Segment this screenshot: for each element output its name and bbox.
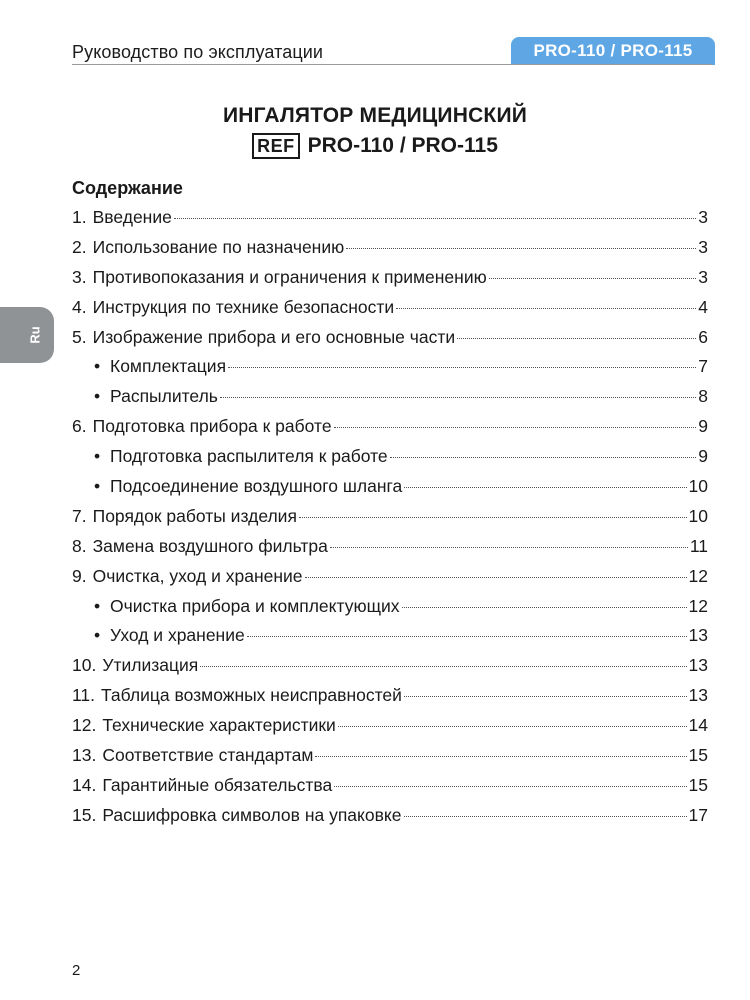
toc-item-number: 15. bbox=[72, 804, 97, 825]
toc-bullet: • bbox=[94, 476, 101, 497]
toc-item-number: 4. bbox=[72, 296, 87, 317]
toc-item-title: Очистка, уход и хранение bbox=[92, 565, 303, 586]
toc-item-page: 3 bbox=[698, 207, 708, 227]
toc-dot-leader bbox=[338, 726, 687, 727]
toc-item-page: 13 bbox=[688, 655, 708, 676]
toc-item[interactable] bbox=[72, 681, 708, 711]
toc-dot-leader bbox=[305, 577, 687, 578]
toc-subitem[interactable] bbox=[72, 442, 708, 472]
toc-dot-leader bbox=[200, 666, 686, 667]
toc-item-page: 13 bbox=[688, 685, 708, 706]
toc-dot-leader bbox=[228, 367, 696, 368]
toc-item-title: Изображение прибора и его основные части bbox=[92, 326, 456, 347]
toc-dot-leader bbox=[315, 756, 686, 757]
toc-item-title: Очистка прибора и комплектующих bbox=[110, 595, 400, 616]
toc-item-title: Уход и хранение bbox=[110, 625, 245, 646]
toc-item-page: 9 bbox=[698, 416, 708, 437]
toc-item[interactable] bbox=[72, 651, 708, 681]
toc-dot-leader bbox=[404, 696, 687, 697]
toc-item-page: 3 bbox=[698, 266, 708, 287]
toc-heading: Содержание bbox=[72, 178, 183, 198]
toc-dot-leader bbox=[402, 607, 687, 608]
toc-item-page: 4 bbox=[698, 296, 708, 317]
page-number: 2 bbox=[72, 962, 81, 979]
toc-item[interactable] bbox=[72, 203, 708, 233]
toc-item-title: Таблица возможных неисправностей bbox=[101, 685, 402, 706]
toc-item-number: 14. bbox=[72, 774, 97, 795]
toc-item-number: 1. bbox=[72, 207, 87, 227]
toc-item-number: 9. bbox=[72, 565, 87, 586]
toc-item-page: 15 bbox=[688, 745, 708, 766]
toc-item-title: Расшифровка символов на упаковке bbox=[102, 804, 402, 825]
header-divider bbox=[72, 64, 712, 65]
toc-item-number: 11. bbox=[72, 685, 96, 706]
toc-item[interactable] bbox=[72, 741, 708, 771]
toc-item-number: 7. bbox=[72, 505, 87, 526]
toc-item-title: Гарантийные обязательства bbox=[102, 774, 333, 795]
toc-dot-leader bbox=[330, 547, 688, 548]
toc-item-page: 11 bbox=[689, 535, 708, 556]
toc-item-page: 8 bbox=[698, 386, 708, 407]
toc-subitem[interactable] bbox=[72, 352, 708, 382]
toc-dot-leader bbox=[247, 636, 687, 637]
document-title: ИНГАЛЯТОР МЕДИЦИНСКИЙ bbox=[222, 104, 528, 127]
toc-item-page: 10 bbox=[688, 476, 708, 497]
toc-dot-leader bbox=[404, 816, 687, 817]
toc-item-page: 7 bbox=[698, 356, 708, 377]
toc-dot-leader bbox=[174, 218, 696, 219]
toc-item-title: Противопоказания и ограничения к применению bbox=[92, 266, 487, 287]
language-tab-label: Ru bbox=[27, 326, 43, 344]
toc-dot-leader bbox=[346, 248, 696, 249]
toc-item[interactable] bbox=[72, 323, 708, 353]
toc-item-title: Использование по назначению bbox=[92, 236, 345, 257]
toc-dot-leader bbox=[457, 338, 696, 339]
toc-dot-leader bbox=[220, 397, 696, 398]
toc-item[interactable] bbox=[72, 263, 708, 293]
document-model: PRO-110 / PRO-115 bbox=[307, 134, 498, 157]
ref-symbol: REF bbox=[252, 133, 300, 159]
toc-item-title: Соответствие стандартам bbox=[102, 745, 314, 766]
toc-bullet: • bbox=[94, 446, 101, 467]
toc-item-page: 17 bbox=[688, 804, 708, 825]
toc-item-page: 12 bbox=[688, 565, 708, 586]
toc-item-number: 12. bbox=[72, 715, 97, 736]
toc-item[interactable] bbox=[72, 293, 708, 323]
toc-item-page: 13 bbox=[688, 625, 708, 646]
toc-dot-leader bbox=[334, 786, 686, 787]
toc-item-title: Распылитель bbox=[110, 386, 218, 407]
toc-bullet: • bbox=[94, 386, 101, 407]
toc-item-title: Подготовка распылителя к работе bbox=[110, 446, 388, 467]
toc-item-title: Комплектация bbox=[110, 356, 227, 377]
toc-item[interactable] bbox=[72, 801, 708, 831]
toc-bullet: • bbox=[94, 595, 101, 616]
toc-item[interactable] bbox=[72, 711, 708, 741]
toc-item-number: 2. bbox=[72, 236, 87, 257]
document-model-line bbox=[0, 132, 750, 160]
toc-item-page: 10 bbox=[688, 505, 708, 526]
toc-item-page: 3 bbox=[698, 236, 708, 257]
toc-item-page: 9 bbox=[698, 446, 708, 467]
toc-dot-leader bbox=[334, 427, 697, 428]
toc-item[interactable] bbox=[72, 771, 708, 801]
toc-dot-leader bbox=[299, 517, 687, 518]
toc-item[interactable] bbox=[72, 562, 708, 592]
toc-item-number: 10. bbox=[72, 655, 97, 676]
toc-item-title: Порядок работы изделия bbox=[92, 505, 297, 526]
toc-item-number: 6. bbox=[72, 416, 87, 437]
toc-bullet: • bbox=[94, 356, 101, 377]
toc-subitem[interactable] bbox=[72, 621, 708, 651]
toc-item-number: 3. bbox=[72, 266, 87, 287]
toc-item-page: 12 bbox=[688, 595, 708, 616]
toc-item[interactable] bbox=[72, 233, 708, 263]
toc-dot-leader bbox=[396, 308, 696, 309]
toc-dot-leader bbox=[404, 487, 686, 488]
toc-item-page: 6 bbox=[698, 326, 708, 347]
toc-item-title: Введение bbox=[92, 207, 172, 227]
toc-item-number: 8. bbox=[72, 535, 87, 556]
toc-dot-leader bbox=[489, 278, 697, 279]
toc-subitem[interactable] bbox=[72, 472, 708, 502]
toc-item-title: Подсоединение воздушного шланга bbox=[110, 476, 403, 497]
toc-item-title: Замена воздушного фильтра bbox=[92, 535, 328, 556]
manual-header-title: Руководство по эксплуатации bbox=[72, 42, 324, 62]
toc-dot-leader bbox=[390, 457, 697, 458]
toc-item[interactable] bbox=[72, 502, 708, 532]
toc-item-page: 14 bbox=[688, 715, 708, 736]
table-of-contents bbox=[72, 203, 708, 831]
language-tab[interactable] bbox=[0, 307, 54, 363]
toc-item[interactable] bbox=[72, 532, 708, 562]
toc-subitem[interactable] bbox=[72, 592, 708, 622]
toc-item-page: 15 bbox=[688, 774, 708, 795]
model-badge: PRO-110 / PRO-115 bbox=[511, 37, 715, 65]
toc-item-title: Инструкция по технике безопасности bbox=[92, 296, 395, 317]
toc-item-title: Технические характеристики bbox=[102, 715, 336, 736]
toc-item-title: Подготовка прибора к работе bbox=[92, 416, 332, 437]
toc-subitem[interactable] bbox=[72, 382, 708, 412]
toc-item-title: Утилизация bbox=[102, 655, 199, 676]
toc-bullet: • bbox=[94, 625, 101, 646]
toc-item-number: 5. bbox=[72, 326, 87, 347]
toc-item-number: 13. bbox=[72, 745, 97, 766]
toc-item[interactable] bbox=[72, 412, 708, 442]
